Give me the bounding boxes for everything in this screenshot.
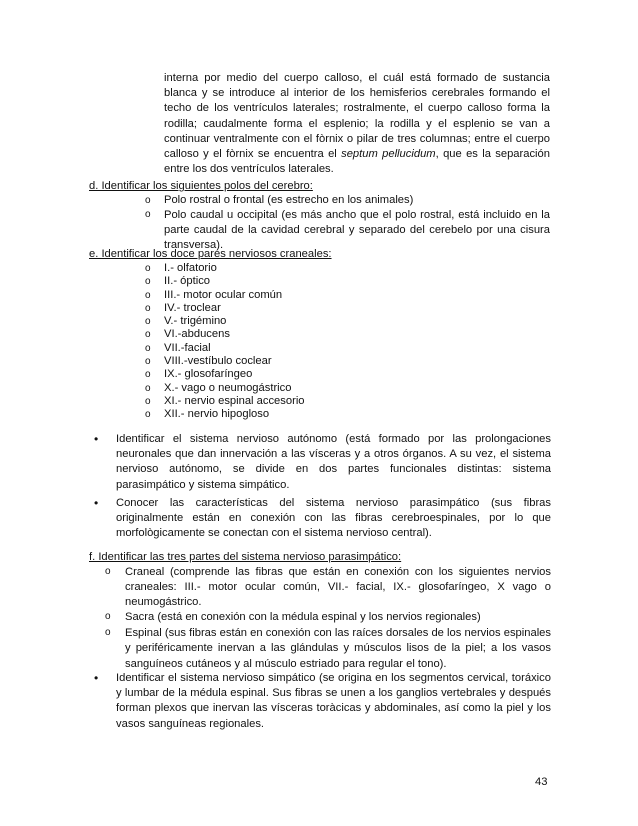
list-item-text: Sacra (está en conexión con la médula espinal y los nervios regionales) [125, 611, 481, 624]
list-item-text: Polo rostral o frontal (es estrecho en los animales) [164, 194, 414, 206]
intro-text-part2: , que es la separación entre los dos ventrículos laterales. [164, 148, 550, 176]
section-d-heading: d. Identificar los siguientes polos del cerebro: [89, 180, 313, 192]
bullet-marker: • [94, 671, 99, 685]
section-f-heading: f. Identificar las tres partes del sistema nervioso parasimpático: [89, 551, 402, 563]
list-item [0, 626, 638, 672]
list-item [0, 194, 638, 208]
list-marker: o [145, 302, 151, 314]
bullet-item [89, 496, 551, 542]
section-f-list [0, 565, 638, 672]
intro-paragraph [164, 71, 550, 177]
list-marker: o [145, 356, 151, 368]
list-item [0, 275, 638, 288]
bullet-text: Identificar el sistema nervioso autónomo (está formado por las prolongaciones neuronales que dan innervación a las vísceras y a otros órganos. A su vez, el sistema nervioso autónomo, se divide en dos partes funcionales distintas: sistema parasimpático y sistema simpático. [116, 433, 551, 491]
list-marker: o [145, 289, 151, 301]
list-marker: o [145, 195, 151, 206]
list-item [0, 289, 638, 302]
list-item-text: XI.- nervio espinal accesorio [164, 394, 305, 407]
list-item-text: VIII.-vestíbulo coclear [164, 355, 272, 368]
list-item [0, 262, 638, 275]
list-item [0, 368, 638, 381]
list-marker: o [105, 611, 111, 623]
bullet-marker: • [94, 496, 99, 510]
bullet-marker: • [94, 432, 99, 446]
list-item [0, 610, 638, 625]
list-item [0, 355, 638, 368]
list-item-text: Craneal (comprende las fibras que están en conexión con los siguientes nervios craneales: III.- motor ocular común, VII.- facial, IX.- glosofaríngeo, X vago o neumogástrico. [125, 566, 551, 608]
list-item-text: IV.- troclear [164, 301, 221, 314]
list-item [0, 302, 638, 315]
list-item [0, 408, 638, 421]
list-item [0, 382, 638, 395]
list-item-text: V.- trigémino [164, 315, 227, 328]
bullet-item [89, 432, 551, 493]
list-item-text: VII.-facial [164, 341, 211, 354]
list-item-text: VI.-abducens [164, 328, 230, 341]
list-marker: o [145, 316, 151, 328]
list-item [0, 342, 638, 355]
list-item-text: X.- vago o neumogástrico [164, 381, 292, 394]
list-item [0, 315, 638, 328]
list-marker: o [145, 209, 151, 220]
page-number: 43 [535, 776, 548, 788]
list-marker: o [145, 276, 151, 288]
list-item [0, 328, 638, 341]
list-item-text: Espinal (sus fibras están en conexión con las raíces dorsales de los nervios espinales y periféricamente inervan a las glándulas y músculos lisos de la piel; a los vasos sanguíneos cutáneos y al músculo estriado para regular el tono). [125, 627, 551, 670]
intro-italic-term: septum pellucidum [341, 148, 436, 161]
list-marker: o [145, 409, 151, 421]
list-item-text: III.- motor ocular común [164, 288, 283, 301]
list-marker: o [145, 263, 151, 274]
list-marker: o [105, 627, 111, 639]
intro-text-part1: interna por medio del cuerpo calloso, el cuál está formado de sustancia blanca y se introduce al interior de los hemisferios cerebrales formando el techo de los ventrículos laterales; rostralmente, el cuerpo calloso forma la rodilla; caudalmente forma el esplenio; la rodilla y el esplenio se van a continuar ventralmente con el fòrnix o pilar de tres columnas; entre el cuerpo calloso y el fòrnix se encuentra el [164, 72, 550, 161]
list-item-text: II.- óptico [164, 275, 211, 288]
list-item [0, 395, 638, 408]
list-marker: o [145, 342, 151, 354]
list-item [0, 565, 638, 609]
bullet-text: Identificar el sistema nervioso simpático (se origina en los segmentos cervical, toráxico y lumbar de la médula espinal. Sus fibras se unen a los ganglios vertebrales y después forman plexos que inervan las vísceras toràcicas y abdominales, así como la piel y los vasos sanguíneas regionales. [116, 672, 551, 730]
list-marker: o [105, 566, 111, 577]
bullet-item [89, 671, 551, 732]
bullet-text: Conocer las características del sistema nervioso parasimpático (sus fibras originalmente están en conexión con las fibras cerebroespinales, por lo que morfològicamente se conectan con el sistema nervioso central). [116, 497, 551, 540]
list-item-text: Polo caudal u occipital (es más ancho que el polo rostral, está incluido en la parte caudal de la cavidad cerebral y separado del cerebelo por una cisura transversa). [164, 209, 550, 252]
section-d-list [0, 194, 638, 254]
list-item-text: IX.- glosofaríngeo [164, 368, 253, 381]
section-e-heading: e. Identificar los doce pares nerviosos craneales: [89, 248, 332, 260]
list-item-text: I.- olfatorio [164, 262, 217, 274]
list-marker: o [145, 395, 151, 407]
list-marker: o [145, 369, 151, 381]
list-marker: o [145, 329, 151, 341]
list-marker: o [145, 382, 151, 394]
list-item-text: XII.- nervio hipogloso [164, 408, 270, 421]
section-e-list [0, 262, 638, 422]
